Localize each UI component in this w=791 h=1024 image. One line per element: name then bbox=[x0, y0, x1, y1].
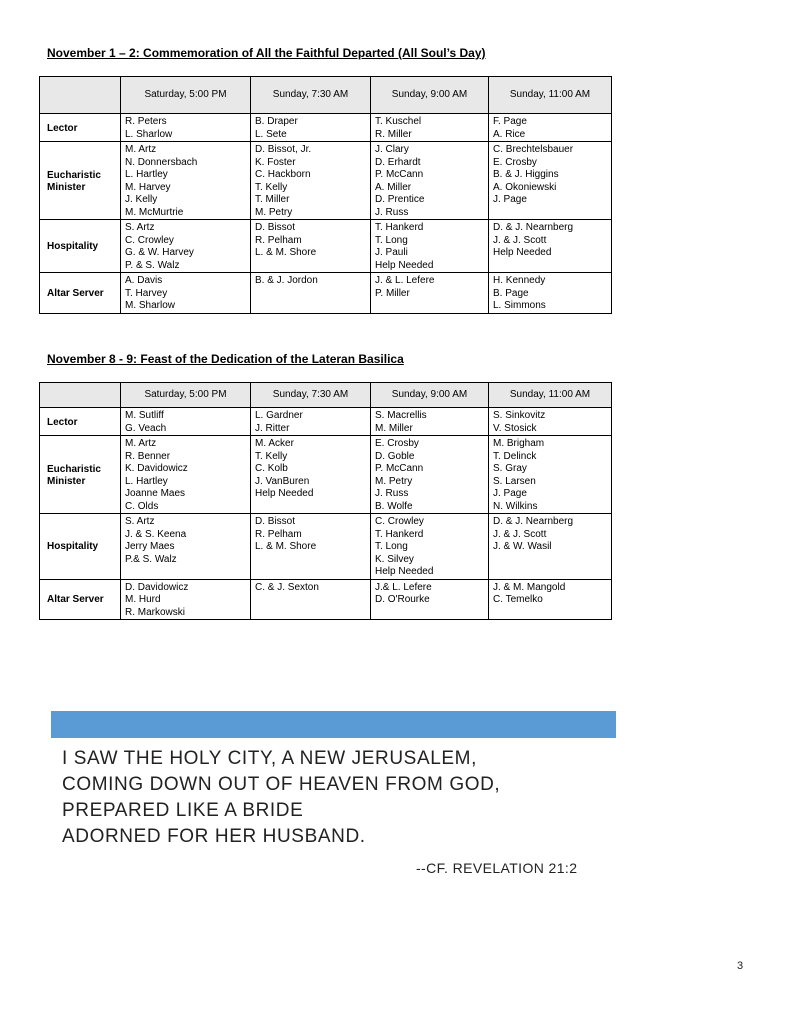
volunteer-name: L. Sharlow bbox=[125, 128, 173, 140]
volunteer-name: L. Gardner bbox=[255, 410, 303, 421]
volunteer-name: D. Erhardt bbox=[375, 156, 421, 168]
volunteer-name: D. Bissot bbox=[255, 222, 296, 233]
volunteer-name: J. & J. Scott bbox=[493, 528, 547, 540]
volunteer-name: K. Foster bbox=[255, 156, 296, 168]
volunteer-name: L. Sete bbox=[255, 128, 287, 140]
volunteer-name: D. Bissot bbox=[255, 516, 296, 527]
volunteer-name: S. Artz bbox=[125, 516, 155, 527]
volunteer-name: Joanne Maes bbox=[125, 488, 186, 499]
volunteer-name: M. Petry bbox=[255, 206, 293, 218]
assignment-cell bbox=[371, 514, 489, 580]
volunteer-name: S. Gray bbox=[493, 463, 527, 474]
volunteer-name: R. Markowski bbox=[125, 606, 186, 618]
role-label: Altar Server bbox=[40, 273, 121, 314]
column-header: Sunday, 11:00 AM bbox=[489, 383, 612, 408]
volunteer-name: C. Crowley bbox=[125, 234, 174, 246]
volunteer-name: T. Long bbox=[375, 234, 408, 246]
assignment-cell bbox=[121, 273, 251, 314]
table-row bbox=[40, 436, 612, 514]
volunteer-name: G. & W. Harvey bbox=[125, 247, 194, 258]
volunteer-name: C. Crowley bbox=[375, 516, 424, 527]
volunteer-name: S. Larsen bbox=[493, 475, 536, 487]
volunteer-name: M. Harvey bbox=[125, 181, 171, 193]
volunteer-name: N. Donnersbach bbox=[125, 156, 198, 168]
volunteer-name: D. & J. Nearnberg bbox=[493, 516, 574, 527]
table-row bbox=[40, 220, 612, 273]
volunteer-name: M. Acker bbox=[255, 438, 294, 449]
volunteer-name: J. Russ bbox=[375, 206, 409, 218]
volunteer-name: F. Page bbox=[493, 116, 527, 127]
volunteer-name: J. & L. Lefere bbox=[375, 275, 435, 286]
assignment-cell bbox=[251, 514, 371, 580]
volunteer-name: M. Petry bbox=[375, 475, 413, 487]
volunteer-name: L. Hartley bbox=[125, 169, 168, 180]
assignment-cell bbox=[251, 273, 371, 314]
volunteer-name: P. & S. Walz bbox=[125, 259, 180, 271]
volunteer-name: J. Ritter bbox=[255, 422, 290, 434]
volunteer-name: T. Delinck bbox=[493, 450, 537, 462]
volunteer-name: C. Kolb bbox=[255, 463, 288, 474]
volunteer-name: M. Hurd bbox=[125, 594, 161, 605]
assignment-cell bbox=[489, 142, 612, 220]
volunteer-name: C. Olds bbox=[125, 500, 159, 512]
volunteer-name: B. Page bbox=[493, 287, 529, 299]
volunteer-name: E. Crosby bbox=[375, 438, 419, 449]
assignment-cell bbox=[489, 220, 612, 273]
column-header: Sunday, 11:00 AM bbox=[489, 77, 612, 114]
volunteer-name: A. Davis bbox=[125, 275, 163, 286]
volunteer-name: J. Russ bbox=[375, 488, 409, 499]
header-row bbox=[40, 383, 612, 408]
volunteer-name: M. McMurtrie bbox=[125, 206, 184, 218]
role-label: Hospitality bbox=[40, 514, 121, 580]
volunteer-name: R. Peters bbox=[125, 116, 167, 127]
header-blank-cell bbox=[40, 383, 121, 408]
volunteer-name: T. Long bbox=[375, 541, 408, 552]
header-row bbox=[40, 77, 612, 114]
volunteer-name: J. Page bbox=[493, 194, 527, 205]
scripture-quote bbox=[62, 746, 500, 850]
volunteer-name: B. & J. Higgins bbox=[493, 169, 559, 180]
volunteer-name: T. Kelly bbox=[255, 450, 288, 462]
schedule-table-nov-1-2 bbox=[39, 76, 612, 314]
volunteer-name: R. Pelham bbox=[255, 528, 302, 540]
volunteer-name: P. McCann bbox=[375, 169, 424, 180]
volunteer-name: J. & M. Mangold bbox=[493, 581, 566, 593]
assignment-cell bbox=[251, 142, 371, 220]
assignment-cell bbox=[121, 220, 251, 273]
assignment-cell bbox=[371, 114, 489, 142]
assignment-cell bbox=[251, 220, 371, 273]
column-header: Saturday, 5:00 PM bbox=[121, 383, 251, 408]
volunteer-name: L. Hartley bbox=[125, 475, 168, 487]
column-header: Saturday, 5:00 PM bbox=[121, 77, 251, 114]
volunteer-name: D. & J. Nearnberg bbox=[493, 222, 574, 233]
section-title-nov-8-9: November 8 - 9: Feast of the Dedication of the Lateran Basilica bbox=[47, 352, 404, 366]
volunteer-name: C. Brechtelsbauer bbox=[493, 144, 574, 155]
volunteer-name: J. & W. Wasil bbox=[493, 541, 552, 552]
assignment-cell bbox=[371, 142, 489, 220]
volunteer-name: S. Artz bbox=[125, 222, 155, 233]
volunteer-name: Jerry Maes bbox=[125, 541, 175, 552]
volunteer-name: M. Brigham bbox=[493, 438, 545, 449]
assignment-cell bbox=[251, 114, 371, 142]
volunteer-name: L. & M. Shore bbox=[255, 541, 317, 552]
volunteer-name: M. Artz bbox=[125, 438, 157, 449]
volunteer-name: L. Simmons bbox=[493, 300, 546, 311]
volunteer-name: J. Clary bbox=[375, 144, 409, 155]
assignment-cell bbox=[489, 579, 612, 620]
quote-line: COMING DOWN OUT OF HEAVEN FROM GOD, bbox=[62, 774, 501, 795]
assignment-cell bbox=[251, 579, 371, 620]
quote-line: PREPARED LIKE A BRIDE bbox=[62, 800, 304, 821]
assignment-cell bbox=[489, 408, 612, 436]
volunteer-name: T. Hankerd bbox=[375, 222, 424, 233]
volunteer-name: J. & J. Scott bbox=[493, 234, 547, 246]
column-header: Sunday, 7:30 AM bbox=[251, 77, 371, 114]
assignment-cell bbox=[251, 436, 371, 514]
assignment-cell bbox=[251, 408, 371, 436]
volunteer-name: J.& L. Lefere bbox=[375, 581, 432, 593]
volunteer-name: M. Artz bbox=[125, 144, 157, 155]
assignment-cell bbox=[371, 579, 489, 620]
assignment-cell bbox=[371, 436, 489, 514]
volunteer-name: J. & S. Keena bbox=[125, 528, 187, 540]
section-title-nov-1-2: November 1 – 2: Commemoration of All the Faithful Departed (All Soul’s Day) bbox=[47, 46, 486, 60]
volunteer-name: P. McCann bbox=[375, 463, 424, 474]
volunteer-name: T. Kuschel bbox=[375, 116, 422, 127]
volunteer-name: M. Sharlow bbox=[125, 300, 176, 311]
volunteer-name: D. Davidowicz bbox=[125, 581, 189, 593]
volunteer-name: B. Wolfe bbox=[375, 500, 413, 512]
volunteer-name: T. Harvey bbox=[125, 287, 168, 299]
quote-citation: --CF. REVELATION 21:2 bbox=[416, 860, 578, 876]
assignment-cell bbox=[121, 579, 251, 620]
role-label: Eucharistic Minister bbox=[40, 142, 121, 220]
volunteer-name: E. Crosby bbox=[493, 156, 537, 168]
table-row bbox=[40, 114, 612, 142]
schedule-table-nov-8-9 bbox=[39, 382, 612, 620]
role-label: Altar Server bbox=[40, 579, 121, 620]
header-blank-cell bbox=[40, 77, 121, 114]
volunteer-name: C. Temelko bbox=[493, 594, 543, 605]
assignment-cell bbox=[489, 114, 612, 142]
role-label: Hospitality bbox=[40, 220, 121, 273]
assignment-cell bbox=[489, 273, 612, 314]
volunteer-name: N. Wilkins bbox=[493, 500, 538, 512]
volunteer-name: L. & M. Shore bbox=[255, 247, 317, 258]
volunteer-name: Help Needed bbox=[375, 259, 434, 271]
volunteer-name: D. Bissot, Jr. bbox=[255, 144, 312, 155]
table-row bbox=[40, 514, 612, 580]
volunteer-name: J. VanBuren bbox=[255, 475, 310, 487]
column-header: Sunday, 7:30 AM bbox=[251, 383, 371, 408]
page-number: 3 bbox=[737, 960, 744, 972]
table-row bbox=[40, 273, 612, 314]
role-label: Lector bbox=[40, 114, 121, 142]
role-label: Eucharistic Minister bbox=[40, 436, 121, 514]
volunteer-name: T. Kelly bbox=[255, 181, 288, 193]
volunteer-name: Help Needed bbox=[493, 247, 552, 258]
volunteer-name: P.& S. Walz bbox=[125, 553, 177, 565]
volunteer-name: R. Miller bbox=[375, 128, 412, 140]
volunteer-name: R. Pelham bbox=[255, 234, 302, 246]
volunteer-name: S. Sinkovitz bbox=[493, 410, 546, 421]
table-row bbox=[40, 142, 612, 220]
volunteer-name: T. Miller bbox=[255, 194, 290, 205]
volunteer-name: Help Needed bbox=[255, 488, 314, 499]
volunteer-name: S. Macrellis bbox=[375, 410, 427, 421]
assignment-cell bbox=[121, 514, 251, 580]
assignment-cell bbox=[371, 273, 489, 314]
volunteer-name: R. Benner bbox=[125, 450, 171, 462]
table-row bbox=[40, 408, 612, 436]
assignment-cell bbox=[489, 436, 612, 514]
volunteer-name: T. Hankerd bbox=[375, 528, 424, 540]
volunteer-name: P. Miller bbox=[375, 287, 410, 299]
volunteer-name: C. Hackborn bbox=[255, 169, 311, 180]
assignment-cell bbox=[371, 408, 489, 436]
assignment-cell bbox=[121, 436, 251, 514]
table-row bbox=[40, 579, 612, 620]
volunteer-name: C. & J. Sexton bbox=[255, 581, 319, 593]
assignment-cell bbox=[121, 114, 251, 142]
column-header: Sunday, 9:00 AM bbox=[371, 383, 489, 408]
volunteer-name: H. Kennedy bbox=[493, 275, 546, 286]
assignment-cell bbox=[121, 142, 251, 220]
volunteer-name: A. Miller bbox=[375, 181, 412, 193]
volunteer-name: J. Pauli bbox=[375, 247, 408, 258]
volunteer-name: K. Davidowicz bbox=[125, 463, 188, 474]
volunteer-name: D. Prentice bbox=[375, 194, 425, 205]
assignment-cell bbox=[121, 408, 251, 436]
volunteer-name: M. Sutliff bbox=[125, 410, 164, 421]
volunteer-name: B. Draper bbox=[255, 116, 298, 127]
quote-line: ADORNED FOR HER HUSBAND. bbox=[62, 826, 366, 847]
volunteer-name: A. Okoniewski bbox=[493, 181, 557, 193]
volunteer-name: B. & J. Jordon bbox=[255, 275, 318, 286]
volunteer-name: D. Goble bbox=[375, 450, 415, 462]
role-label: Lector bbox=[40, 408, 121, 436]
volunteer-name: M. Miller bbox=[375, 422, 413, 434]
assignment-cell bbox=[371, 220, 489, 273]
column-header: Sunday, 9:00 AM bbox=[371, 77, 489, 114]
assignment-cell bbox=[489, 514, 612, 580]
volunteer-name: G. Veach bbox=[125, 422, 167, 434]
volunteer-name: J. Page bbox=[493, 488, 527, 499]
volunteer-name: D. O'Rourke bbox=[375, 594, 430, 605]
volunteer-name: V. Stosick bbox=[493, 422, 537, 434]
quote-line: I SAW THE HOLY CITY, A NEW JERUSALEM, bbox=[62, 748, 477, 769]
volunteer-name: Help Needed bbox=[375, 566, 434, 577]
volunteer-name: J. Kelly bbox=[125, 194, 158, 205]
blue-banner bbox=[51, 711, 616, 738]
volunteer-name: A. Rice bbox=[493, 128, 526, 140]
volunteer-name: K. Silvey bbox=[375, 553, 414, 565]
